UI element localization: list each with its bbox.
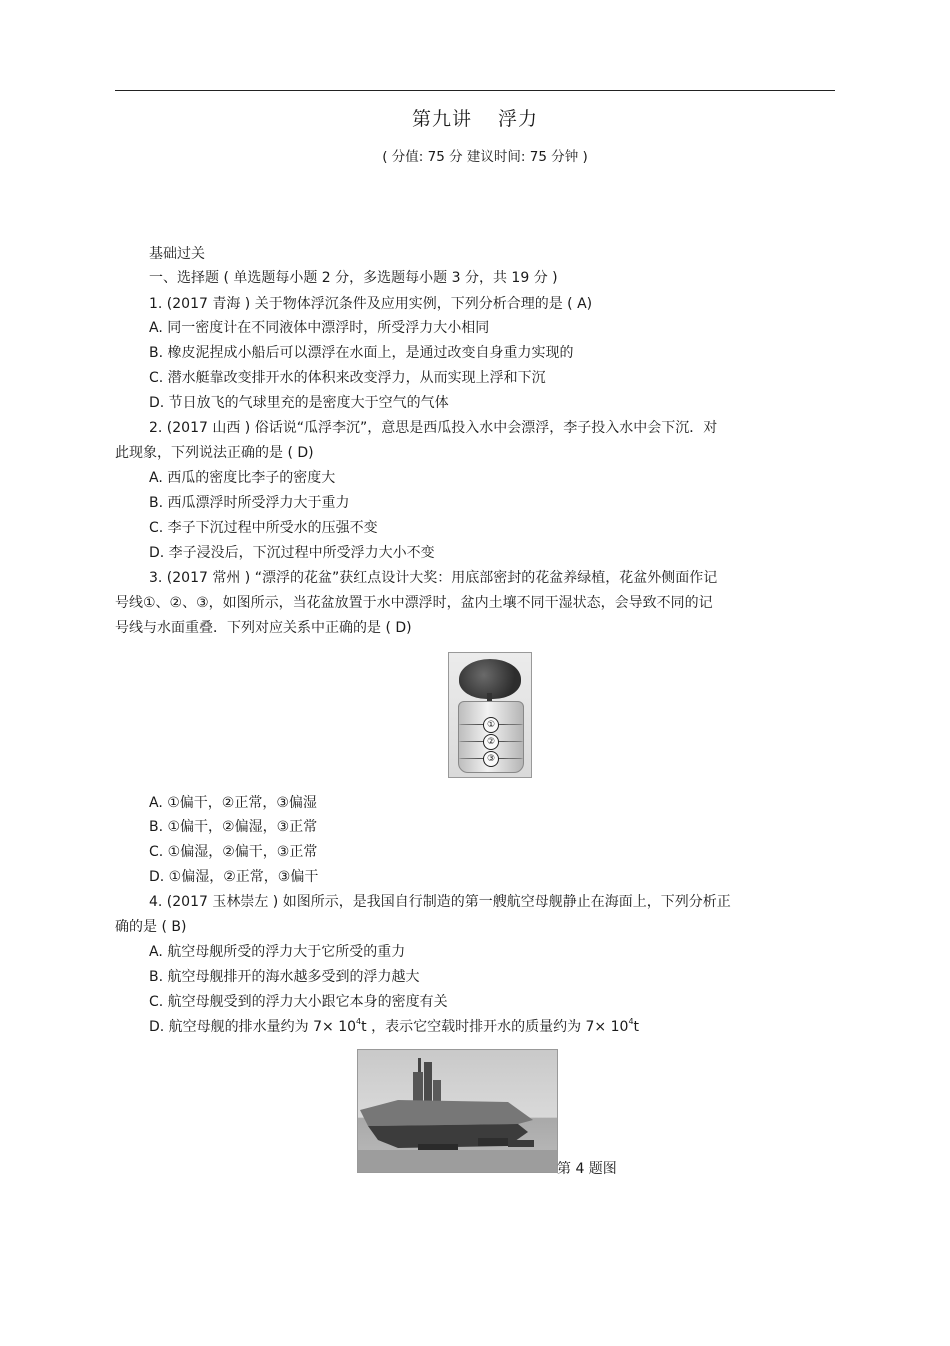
question-4-option-d — [149, 1017, 639, 1037]
aircraft-carrier-photo — [357, 1049, 558, 1173]
question-2-option-b: B. 西瓜漂浮时所受浮力大于重力 — [149, 495, 350, 511]
pot-body — [458, 701, 524, 773]
mark-label-2: ② — [483, 734, 499, 750]
question-4-option-b: B. 航空母舰排开的海水越多受到的浮力越大 — [149, 969, 420, 985]
lecture-topic: 浮力 — [498, 108, 539, 130]
header-rule — [115, 90, 835, 91]
question-2-option-a: A. 西瓜的密度比李子的密度大 — [149, 470, 336, 486]
question-1-option-d: D. 节日放飞的气球里充的是密度大于空气的气体 — [149, 395, 449, 411]
aircraft-carrier-illustration — [358, 1050, 557, 1172]
question-3-stem-line-1: 3. (2017 常州 ) “漂浮的花盆”获红点设计大奖：用底部密封的花盆养绿植，花盆外侧面作记 — [149, 570, 718, 586]
question-2-stem-line-2: 此现象，下列说法正确的是 ( D) — [115, 445, 314, 461]
question-3-stem-line-3: 号线与水面重叠．下列对应关系中正确的是 ( D) — [115, 620, 412, 636]
question-1-option-c: C. 潜水艇靠改变排开水的体积来改变浮力，从而实现上浮和下沉 — [149, 370, 546, 386]
section-heading: 基础过关 — [149, 246, 205, 262]
option-d-exponent-2: 4 — [628, 1017, 634, 1026]
question-1-option-b: B. 橡皮泥捏成小船后可以漂浮在水面上，是通过改变自身重力实现的 — [149, 345, 574, 361]
question-3-option-c: C. ①偏湿，②偏干，③正常 — [149, 844, 318, 860]
page-subtitle: ( 分值: 75 分 建议时间: 75 分钟 ) — [382, 149, 588, 165]
option-d-part-1: D. 航空母舰的排水量约为 7× 10 — [149, 1019, 357, 1035]
lecture-number: 第九讲 — [411, 108, 472, 130]
question-3-stem-line-2: 号线①、②、③，如图所示，当花盆放置于水中漂浮时，盆内土壤不同干湿状态，会导致不同的记 — [115, 595, 713, 611]
question-2-option-d: D. 李子浸没后，下沉过程中所受浮力大小不变 — [149, 545, 435, 561]
question-1-stem: 1. (2017 青海 ) 关于物体浮沉条件及应用实例，下列分析合理的是 ( A) — [149, 296, 593, 312]
question-3-option-b: B. ①偏干，②偏湿，③正常 — [149, 819, 318, 835]
question-4-option-a: A. 航空母舰所受的浮力大于它所受的重力 — [149, 944, 406, 960]
question-1-option-a: A. 同一密度计在不同液体中漂浮时，所受浮力大小相同 — [149, 320, 490, 336]
question-3-option-a: A. ①偏干，②正常，③偏湿 — [149, 795, 317, 811]
option-d-part-3: t — [633, 1019, 640, 1035]
question-2-option-c: C. 李子下沉过程中所受水的压强不变 — [149, 520, 378, 536]
question-4-option-c: C. 航空母舰受到的浮力大小跟它本身的密度有关 — [149, 994, 448, 1010]
option-d-part-2: t ，表示它空载时排开水的质量约为 7× 10 — [361, 1019, 629, 1035]
part-heading: 一、选择题 ( 单选题每小题 2 分，多选题每小题 3 分，共 19 分 ) — [149, 270, 558, 286]
figure-4-caption: 第 4 题图 — [557, 1161, 617, 1177]
mark-label-3: ③ — [483, 751, 499, 767]
option-d-exponent-1: 4 — [356, 1017, 362, 1026]
question-4-stem-line-1: 4. (2017 玉林崇左 ) 如图所示，是我国自行制造的第一艘航空母舰静止在海面上，下列分析正 — [149, 894, 731, 910]
question-4-stem-line-2: 确的是 ( B) — [115, 919, 187, 935]
flower-pot-figure — [448, 652, 532, 778]
mark-label-1: ① — [483, 717, 499, 733]
question-3-option-d: D. ①偏湿，②正常，③偏干 — [149, 869, 319, 885]
question-2-stem-line-1: 2. (2017 山西 ) 俗话说“瓜浮李沉”，意思是西瓜投入水中会漂浮，李子投入水中会下沉．对 — [149, 420, 718, 436]
page-title — [0, 104, 950, 131]
